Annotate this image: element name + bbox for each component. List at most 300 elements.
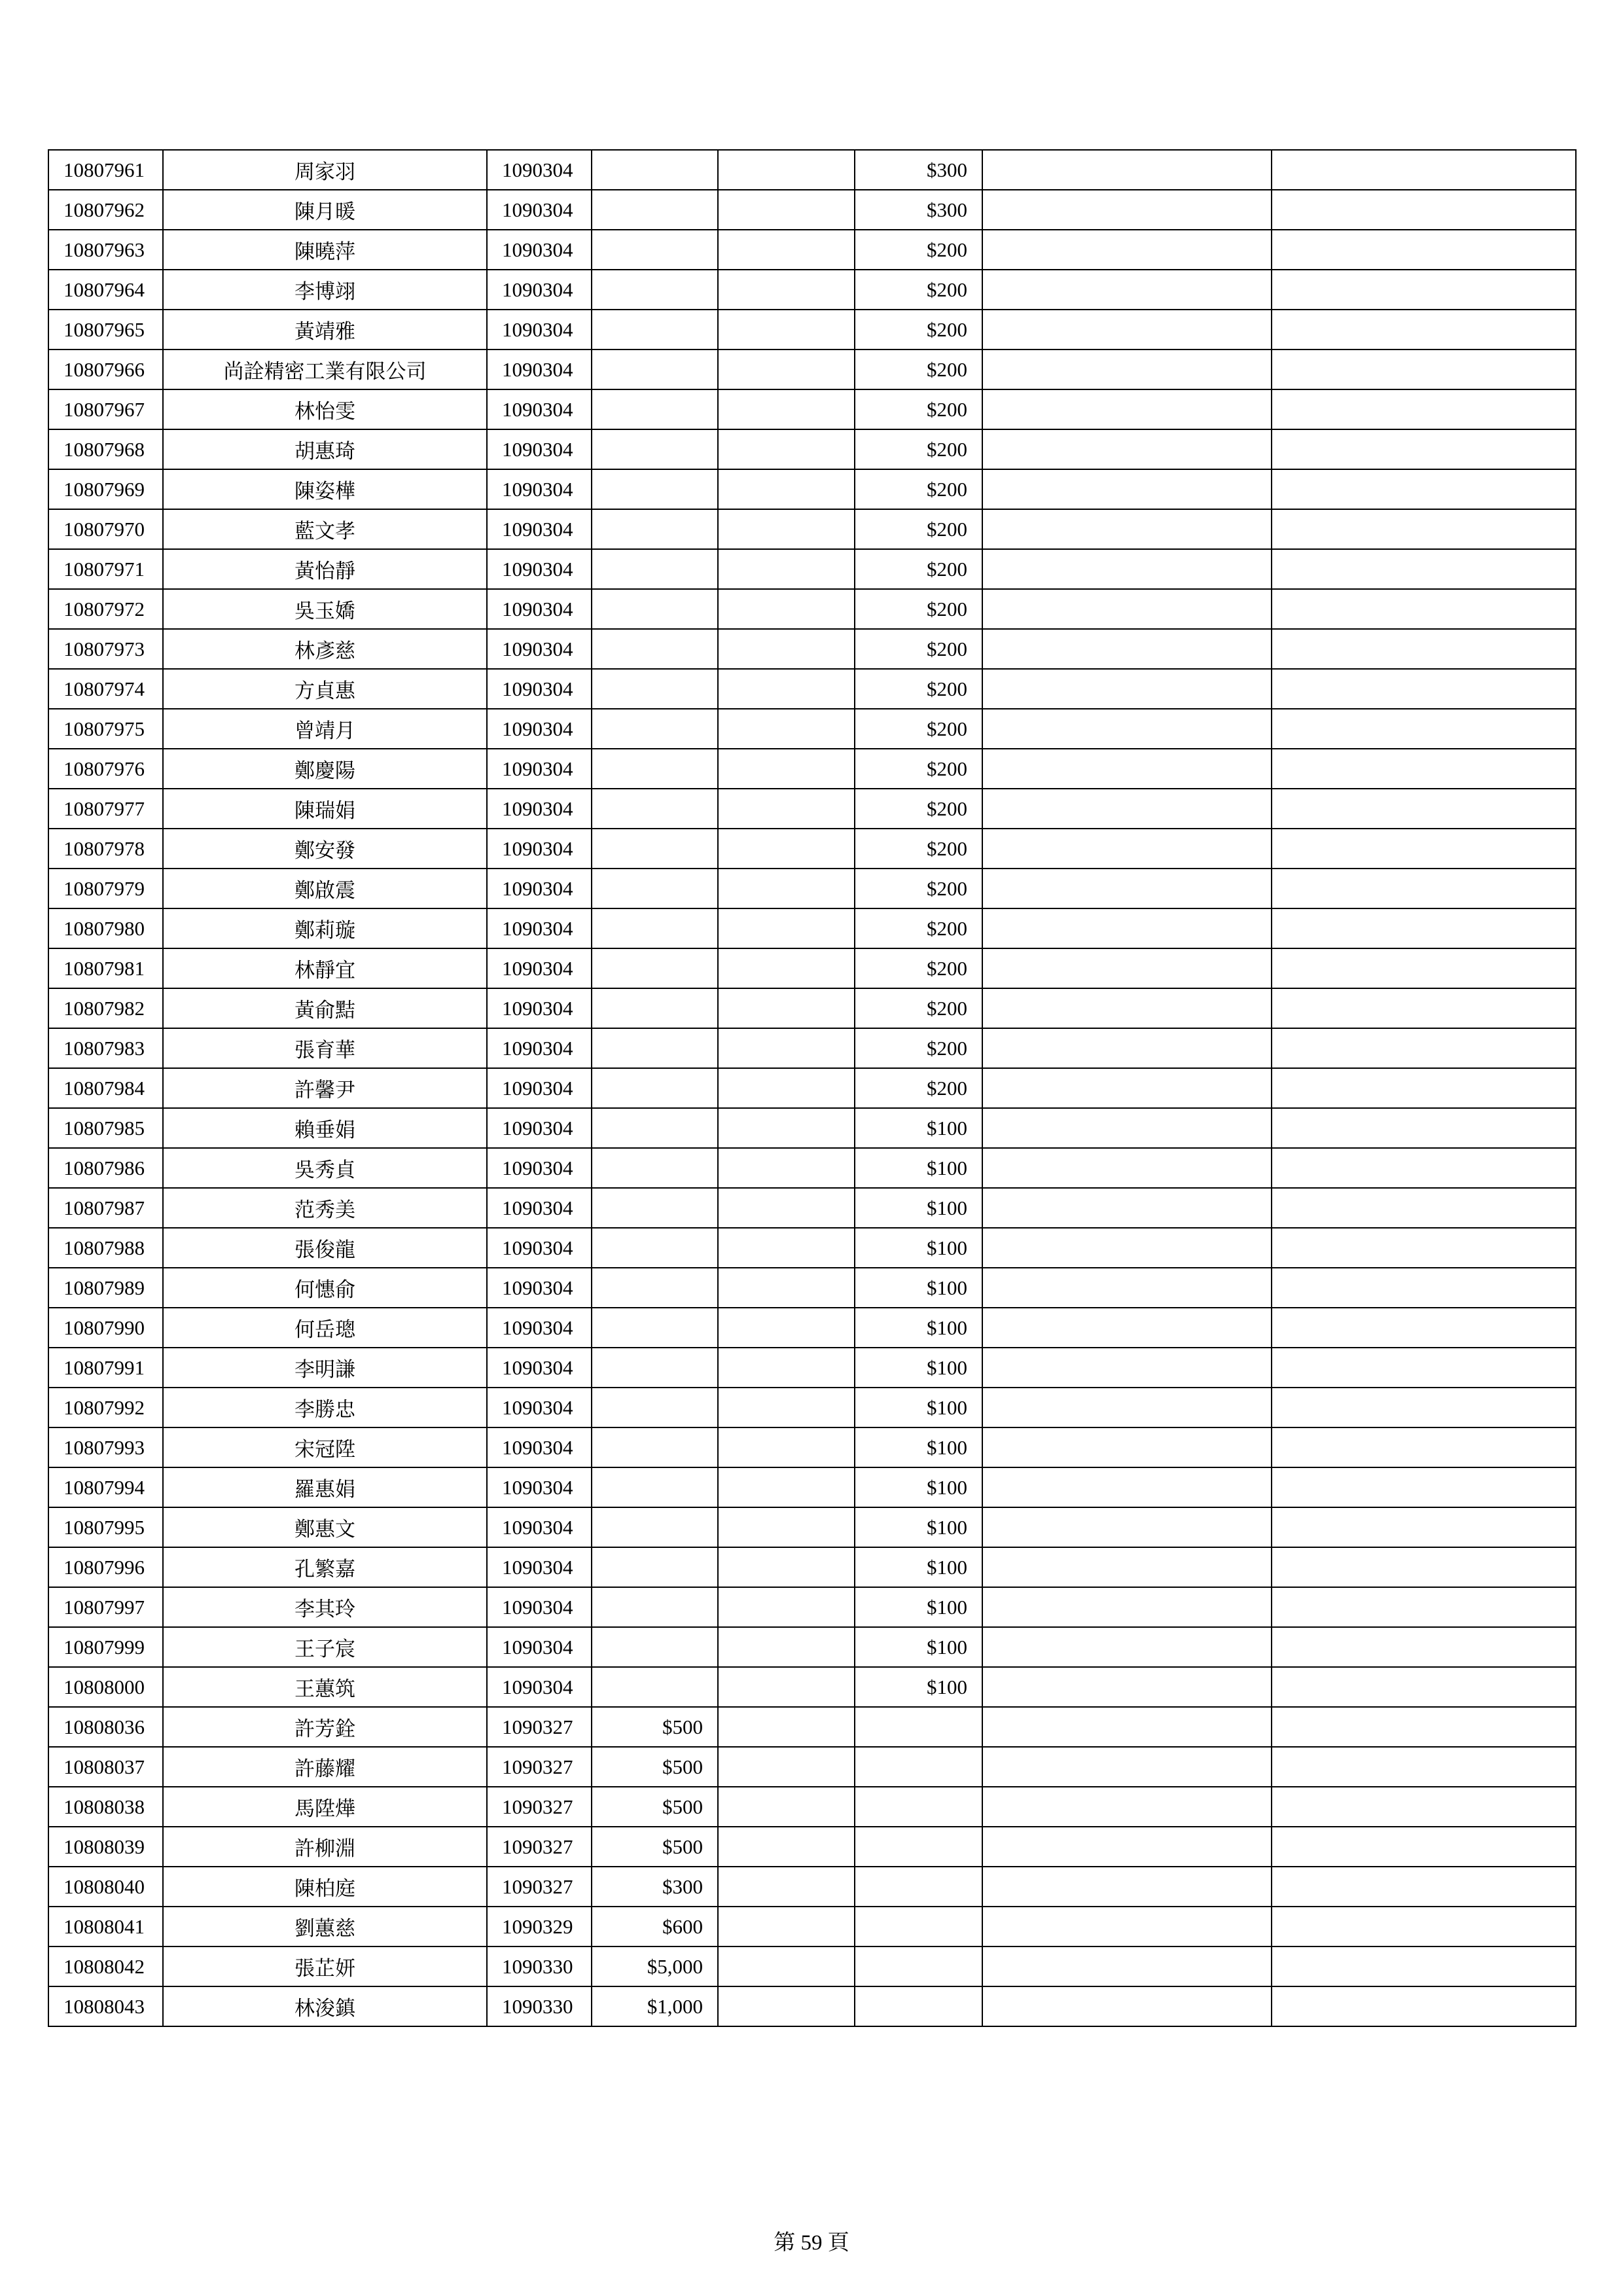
amount-a-cell: $500: [592, 1747, 718, 1787]
receipt-number-cell: 10808040: [48, 1867, 163, 1907]
blank-cell: [982, 469, 1272, 509]
amount-a-cell: $1,000: [592, 1986, 718, 2026]
donor-name-cell: 林彥慈: [163, 629, 487, 669]
receipt-number-cell: 10807967: [48, 389, 163, 429]
table-row: [48, 988, 1576, 1028]
blank-cell: [982, 629, 1272, 669]
blank-cell: [982, 1507, 1272, 1547]
blank-cell: [982, 1867, 1272, 1907]
date-cell: 1090304: [487, 1627, 592, 1667]
amount-b-cell: [718, 150, 855, 190]
blank-cell: [1272, 1268, 1576, 1308]
donor-name-cell: 許柳淵: [163, 1827, 487, 1867]
blank-cell: [982, 1308, 1272, 1348]
blank-cell: [1272, 310, 1576, 350]
amount-a-cell: [592, 908, 718, 948]
blank-cell: [1272, 190, 1576, 230]
amount-b-cell: [718, 1348, 855, 1388]
amount-a-cell: [592, 1108, 718, 1148]
amount-a-cell: [592, 1068, 718, 1108]
blank-cell: [1272, 1108, 1576, 1148]
blank-cell: [982, 1028, 1272, 1068]
blank-cell: [1272, 1388, 1576, 1427]
blank-cell: [1272, 1348, 1576, 1388]
table-row: [48, 190, 1576, 230]
blank-cell: [982, 1787, 1272, 1827]
table-row: [48, 1507, 1576, 1547]
date-cell: 1090329: [487, 1907, 592, 1946]
date-cell: 1090304: [487, 310, 592, 350]
blank-cell: [1272, 709, 1576, 749]
table-row: [48, 629, 1576, 669]
amount-a-cell: [592, 1028, 718, 1068]
table-row: [48, 270, 1576, 310]
blank-cell: [1272, 1507, 1576, 1547]
amount-b-cell: [718, 1148, 855, 1188]
amount-c-cell: $200: [855, 509, 982, 549]
blank-cell: [982, 1907, 1272, 1946]
blank-cell: [1272, 549, 1576, 589]
donor-name-cell: 鄭莉璇: [163, 908, 487, 948]
blank-cell: [1272, 1467, 1576, 1507]
amount-b-cell: [718, 1427, 855, 1467]
donor-name-cell: 鄭啟震: [163, 869, 487, 908]
blank-cell: [1272, 749, 1576, 789]
blank-cell: [982, 1986, 1272, 2026]
date-cell: 1090327: [487, 1787, 592, 1827]
amount-b-cell: [718, 669, 855, 709]
table-row: [48, 1108, 1576, 1148]
donor-name-cell: 陳月暖: [163, 190, 487, 230]
table-row: [48, 549, 1576, 589]
table-row: [48, 1827, 1576, 1867]
table-row: [48, 1028, 1576, 1068]
amount-c-cell: $200: [855, 988, 982, 1028]
amount-a-cell: $500: [592, 1707, 718, 1747]
amount-b-cell: [718, 1627, 855, 1667]
blank-cell: [982, 1467, 1272, 1507]
amount-c-cell: $200: [855, 350, 982, 389]
table-row: [48, 469, 1576, 509]
table-row: [48, 1907, 1576, 1946]
amount-a-cell: [592, 1348, 718, 1388]
table-row: [48, 230, 1576, 270]
amount-a-cell: [592, 230, 718, 270]
receipt-number-cell: 10807978: [48, 829, 163, 869]
amount-b-cell: [718, 1827, 855, 1867]
blank-cell: [982, 509, 1272, 549]
amount-b-cell: [718, 629, 855, 669]
date-cell: 1090304: [487, 1467, 592, 1507]
receipt-number-cell: 10807988: [48, 1228, 163, 1268]
amount-c-cell: $200: [855, 310, 982, 350]
amount-b-cell: [718, 709, 855, 749]
amount-b-cell: [718, 1667, 855, 1707]
donor-name-cell: 李博翊: [163, 270, 487, 310]
date-cell: 1090304: [487, 1188, 592, 1228]
receipt-number-cell: 10807980: [48, 908, 163, 948]
donor-name-cell: 林怡雯: [163, 389, 487, 429]
receipt-number-cell: 10808039: [48, 1827, 163, 1867]
amount-a-cell: [592, 988, 718, 1028]
receipt-number-cell: 10807994: [48, 1467, 163, 1507]
amount-c-cell: $200: [855, 908, 982, 948]
table-row: [48, 1348, 1576, 1388]
donor-name-cell: 張育華: [163, 1028, 487, 1068]
receipt-number-cell: 10808043: [48, 1986, 163, 2026]
receipt-number-cell: 10808000: [48, 1667, 163, 1707]
amount-a-cell: [592, 270, 718, 310]
table-row: [48, 150, 1576, 190]
amount-b-cell: [718, 869, 855, 908]
donor-name-cell: 李勝忠: [163, 1388, 487, 1427]
amount-a-cell: [592, 389, 718, 429]
donor-name-cell: 羅惠娟: [163, 1467, 487, 1507]
blank-cell: [982, 190, 1272, 230]
amount-a-cell: [592, 1507, 718, 1547]
date-cell: 1090304: [487, 230, 592, 270]
date-cell: 1090304: [487, 1268, 592, 1308]
table-row: [48, 869, 1576, 908]
receipt-number-cell: 10807990: [48, 1308, 163, 1348]
receipt-number-cell: 10807991: [48, 1348, 163, 1388]
receipt-number-cell: 10807966: [48, 350, 163, 389]
amount-c-cell: $200: [855, 948, 982, 988]
amount-c-cell: $200: [855, 829, 982, 869]
date-cell: 1090327: [487, 1827, 592, 1867]
table-row: [48, 1308, 1576, 1348]
donor-name-cell: 林浚鎮: [163, 1986, 487, 2026]
date-cell: 1090304: [487, 988, 592, 1028]
amount-c-cell: [855, 1867, 982, 1907]
donor-name-cell: 周家羽: [163, 150, 487, 190]
amount-a-cell: [592, 1308, 718, 1348]
amount-c-cell: $300: [855, 190, 982, 230]
amount-c-cell: $200: [855, 270, 982, 310]
amount-c-cell: $100: [855, 1148, 982, 1188]
receipt-number-cell: 10807981: [48, 948, 163, 988]
blank-cell: [982, 389, 1272, 429]
blank-cell: [1272, 1028, 1576, 1068]
amount-b-cell: [718, 1068, 855, 1108]
amount-b-cell: [718, 1388, 855, 1427]
table-row: [48, 829, 1576, 869]
receipt-number-cell: 10807975: [48, 709, 163, 749]
amount-c-cell: [855, 1707, 982, 1747]
blank-cell: [982, 1587, 1272, 1627]
table-row: [48, 1188, 1576, 1228]
blank-cell: [982, 230, 1272, 270]
amount-c-cell: $200: [855, 749, 982, 789]
receipt-number-cell: 10807986: [48, 1148, 163, 1188]
date-cell: 1090304: [487, 1148, 592, 1188]
amount-c-cell: $200: [855, 549, 982, 589]
table-row: [48, 1667, 1576, 1707]
table-row: [48, 389, 1576, 429]
receipt-number-cell: 10807971: [48, 549, 163, 589]
donor-name-cell: 黃靖雅: [163, 310, 487, 350]
blank-cell: [1272, 1787, 1576, 1827]
receipt-number-cell: 10807995: [48, 1507, 163, 1547]
amount-c-cell: [855, 1827, 982, 1867]
amount-c-cell: $100: [855, 1308, 982, 1348]
blank-cell: [982, 150, 1272, 190]
blank-cell: [982, 1108, 1272, 1148]
amount-a-cell: [592, 1467, 718, 1507]
amount-b-cell: [718, 749, 855, 789]
table-row: [48, 310, 1576, 350]
donor-name-cell: 鄭慶陽: [163, 749, 487, 789]
donor-name-cell: 林靜宜: [163, 948, 487, 988]
amount-c-cell: $200: [855, 469, 982, 509]
amount-a-cell: [592, 150, 718, 190]
table-row: [48, 1787, 1576, 1827]
blank-cell: [1272, 869, 1576, 908]
blank-cell: [982, 270, 1272, 310]
receipt-number-cell: 10807992: [48, 1388, 163, 1427]
blank-cell: [982, 1388, 1272, 1427]
amount-a-cell: [592, 1667, 718, 1707]
amount-b-cell: [718, 549, 855, 589]
receipt-number-cell: 10807965: [48, 310, 163, 350]
date-cell: 1090304: [487, 908, 592, 948]
blank-cell: [1272, 230, 1576, 270]
amount-b-cell: [718, 1907, 855, 1946]
table-row: [48, 1467, 1576, 1507]
date-cell: 1090304: [487, 789, 592, 829]
receipt-number-cell: 10807983: [48, 1028, 163, 1068]
amount-b-cell: [718, 1108, 855, 1148]
donor-name-cell: 方貞惠: [163, 669, 487, 709]
donor-name-cell: 許藤耀: [163, 1747, 487, 1787]
amount-b-cell: [718, 589, 855, 629]
amount-a-cell: [592, 1388, 718, 1427]
amount-a-cell: [592, 1587, 718, 1627]
amount-c-cell: [855, 1907, 982, 1946]
blank-cell: [982, 1427, 1272, 1467]
table-row: [48, 948, 1576, 988]
amount-b-cell: [718, 1268, 855, 1308]
amount-c-cell: $200: [855, 789, 982, 829]
receipt-number-cell: 10807987: [48, 1188, 163, 1228]
receipt-number-cell: 10807977: [48, 789, 163, 829]
receipt-number-cell: 10807968: [48, 429, 163, 469]
amount-b-cell: [718, 1028, 855, 1068]
blank-cell: [1272, 469, 1576, 509]
date-cell: 1090304: [487, 1667, 592, 1707]
amount-c-cell: [855, 1787, 982, 1827]
donor-name-cell: 胡惠琦: [163, 429, 487, 469]
blank-cell: [1272, 509, 1576, 549]
donor-name-cell: 王子宸: [163, 1627, 487, 1667]
blank-cell: [982, 310, 1272, 350]
blank-cell: [1272, 1986, 1576, 2026]
blank-cell: [982, 1946, 1272, 1986]
date-cell: 1090304: [487, 869, 592, 908]
donor-name-cell: 陳柏庭: [163, 1867, 487, 1907]
amount-a-cell: [592, 709, 718, 749]
receipt-number-cell: 10808036: [48, 1707, 163, 1747]
donor-name-cell: 許馨尹: [163, 1068, 487, 1108]
date-cell: 1090327: [487, 1867, 592, 1907]
blank-cell: [1272, 150, 1576, 190]
receipt-number-cell: 10807963: [48, 230, 163, 270]
blank-cell: [1272, 270, 1576, 310]
donor-name-cell: 劉蕙慈: [163, 1907, 487, 1946]
receipt-number-cell: 10807984: [48, 1068, 163, 1108]
date-cell: 1090304: [487, 948, 592, 988]
amount-c-cell: $200: [855, 709, 982, 749]
blank-cell: [982, 829, 1272, 869]
blank-cell: [1272, 389, 1576, 429]
amount-c-cell: $100: [855, 1627, 982, 1667]
amount-c-cell: $200: [855, 429, 982, 469]
amount-c-cell: $200: [855, 589, 982, 629]
donor-name-cell: 藍文孝: [163, 509, 487, 549]
table-row: [48, 1148, 1576, 1188]
table-row: [48, 1986, 1576, 2026]
blank-cell: [1272, 1427, 1576, 1467]
donor-name-cell: 李明謙: [163, 1348, 487, 1388]
blank-cell: [1272, 1667, 1576, 1707]
date-cell: 1090304: [487, 1427, 592, 1467]
date-cell: 1090304: [487, 1547, 592, 1587]
amount-c-cell: $200: [855, 869, 982, 908]
date-cell: 1090304: [487, 270, 592, 310]
date-cell: 1090304: [487, 829, 592, 869]
receipt-number-cell: 10807996: [48, 1547, 163, 1587]
amount-a-cell: [592, 509, 718, 549]
receipt-number-cell: 10807970: [48, 509, 163, 549]
amount-a-cell: [592, 669, 718, 709]
receipt-number-cell: 10807976: [48, 749, 163, 789]
amount-a-cell: [592, 629, 718, 669]
date-cell: 1090304: [487, 190, 592, 230]
amount-b-cell: [718, 1946, 855, 1986]
date-cell: 1090327: [487, 1747, 592, 1787]
date-cell: 1090330: [487, 1986, 592, 2026]
amount-a-cell: [592, 948, 718, 988]
amount-b-cell: [718, 350, 855, 389]
donor-name-cell: 孔繁嘉: [163, 1547, 487, 1587]
blank-cell: [982, 350, 1272, 389]
donor-name-cell: 尚詮精密工業有限公司: [163, 350, 487, 389]
table-row: [48, 1867, 1576, 1907]
table-row: [48, 1388, 1576, 1427]
amount-a-cell: [592, 1228, 718, 1268]
table-row: [48, 1068, 1576, 1108]
donor-name-cell: 黃俞黠: [163, 988, 487, 1028]
receipt-number-cell: 10807972: [48, 589, 163, 629]
receipt-number-cell: 10807999: [48, 1627, 163, 1667]
amount-a-cell: [592, 869, 718, 908]
amount-a-cell: [592, 190, 718, 230]
amount-c-cell: $100: [855, 1587, 982, 1627]
donation-ledger-table: [48, 149, 1577, 2027]
blank-cell: [982, 1707, 1272, 1747]
table-row: [48, 589, 1576, 629]
donor-name-cell: 李其玲: [163, 1587, 487, 1627]
blank-cell: [1272, 1308, 1576, 1348]
table-row: [48, 789, 1576, 829]
table-row: [48, 1707, 1576, 1747]
amount-b-cell: [718, 1467, 855, 1507]
amount-a-cell: [592, 1268, 718, 1308]
amount-c-cell: $100: [855, 1388, 982, 1427]
amount-c-cell: [855, 1946, 982, 1986]
table-row: [48, 1547, 1576, 1587]
blank-cell: [982, 1268, 1272, 1308]
blank-cell: [982, 1547, 1272, 1587]
date-cell: 1090304: [487, 549, 592, 589]
blank-cell: [982, 589, 1272, 629]
donor-name-cell: 陳瑞娟: [163, 789, 487, 829]
amount-c-cell: $200: [855, 1028, 982, 1068]
table-row: [48, 1627, 1576, 1667]
amount-a-cell: [592, 1427, 718, 1467]
blank-cell: [1272, 1946, 1576, 1986]
amount-a-cell: [592, 350, 718, 389]
amount-c-cell: [855, 1747, 982, 1787]
amount-a-cell: [592, 469, 718, 509]
receipt-number-cell: 10808041: [48, 1907, 163, 1946]
amount-a-cell: [592, 1627, 718, 1667]
blank-cell: [1272, 988, 1576, 1028]
blank-cell: [982, 1148, 1272, 1188]
blank-cell: [982, 1747, 1272, 1787]
donor-name-cell: 張芷妍: [163, 1946, 487, 1986]
date-cell: 1090304: [487, 1068, 592, 1108]
donor-name-cell: 宋冠陞: [163, 1427, 487, 1467]
date-cell: 1090304: [487, 429, 592, 469]
date-cell: 1090304: [487, 1108, 592, 1148]
date-cell: 1090327: [487, 1707, 592, 1747]
amount-a-cell: $5,000: [592, 1946, 718, 1986]
blank-cell: [982, 669, 1272, 709]
amount-a-cell: [592, 429, 718, 469]
date-cell: 1090304: [487, 709, 592, 749]
amount-b-cell: [718, 789, 855, 829]
amount-c-cell: $100: [855, 1667, 982, 1707]
amount-a-cell: [592, 310, 718, 350]
receipt-number-cell: 10807973: [48, 629, 163, 669]
amount-b-cell: [718, 190, 855, 230]
amount-a-cell: [592, 1547, 718, 1587]
donor-name-cell: 馬陞燁: [163, 1787, 487, 1827]
date-cell: 1090330: [487, 1946, 592, 1986]
blank-cell: [982, 1348, 1272, 1388]
table-row: [48, 350, 1576, 389]
receipt-number-cell: 10807962: [48, 190, 163, 230]
blank-cell: [1272, 1827, 1576, 1867]
amount-a-cell: [592, 1188, 718, 1228]
table-row: [48, 1747, 1576, 1787]
amount-c-cell: $100: [855, 1228, 982, 1268]
date-cell: 1090304: [487, 509, 592, 549]
amount-b-cell: [718, 310, 855, 350]
amount-c-cell: $100: [855, 1467, 982, 1507]
amount-b-cell: [718, 1547, 855, 1587]
amount-a-cell: [592, 589, 718, 629]
amount-b-cell: [718, 1308, 855, 1348]
blank-cell: [982, 749, 1272, 789]
blank-cell: [982, 1228, 1272, 1268]
amount-a-cell: [592, 749, 718, 789]
donor-name-cell: 王蕙筑: [163, 1667, 487, 1707]
amount-c-cell: $200: [855, 389, 982, 429]
receipt-number-cell: 10807989: [48, 1268, 163, 1308]
receipt-number-cell: 10807993: [48, 1427, 163, 1467]
